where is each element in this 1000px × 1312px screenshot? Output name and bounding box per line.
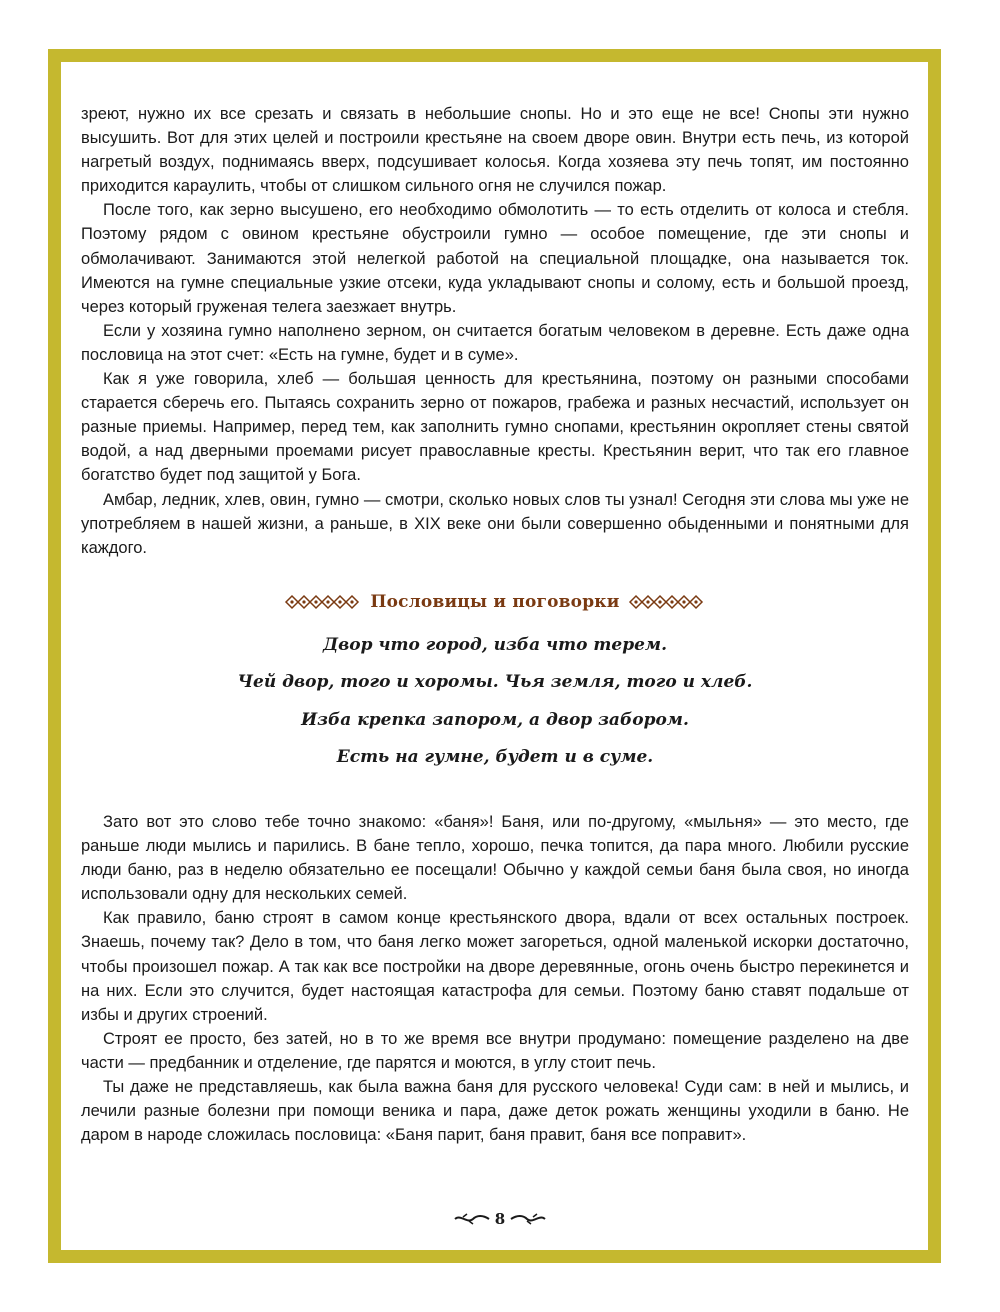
diamond-chain-ornament-icon [628, 594, 706, 610]
body-text-top [81, 102, 909, 560]
proverb: Изба крепка запором, а двор забором. [301, 709, 689, 730]
proverb: Двор что город, изба что терем. [322, 635, 667, 655]
page-number: 8 [494, 1210, 506, 1228]
paragraph: Если у хозяина гумно наполнено зерном, он считается богатым человеком в деревне. Есть даже одна пословица на этот счет: «Есть на гумне, будет и в суме». [81, 321, 909, 364]
proverb: Есть на гумне, будет и в суме. [336, 746, 654, 767]
paragraph: После того, как зерно высушено, его необходимо обмолотить — то есть отделить от колоса и стебля. Поэтому рядом с овином крестьяне обустроили гумно — особое помещение, где эти снопы и обмолачивают. Занимаются этой нелегкой работой на специальной площадке, она называется ток. Имеются на гумне специальные узкие отсеки, куда укладывают снопы и солому, есть и большой проезд, через который груженая телега заезжает внутрь. [81, 201, 909, 316]
paragraph: зреют, нужно их все срезать и связать в небольшие снопы. Но и это еще не все! Снопы эти нужно высушить. Вот для этих целей и построили крестьяне на своем дворе овин. Внутри есть печь, из которой нагретый воздух, поднимаясь вверх, подсушивает колосья. Когда хозяева эту печь топят, им постоянно приходится караулить, чтобы от слишком сильного огня не случился пожар. [81, 105, 909, 196]
diamond-chain-ornament-icon [284, 594, 362, 610]
scroll-ornament-icon [509, 1212, 547, 1226]
body-text-bottom [81, 810, 909, 1147]
paragraph: Амбар, ледник, хлев, овин, гумно — смотри, сколько новых слов ты узнал! Сегодня эти слова мы уже не употребляем в нашей жизни, а раньше, в XIX веке они были совершенно обыденными и понятными для каждого. [81, 490, 909, 557]
paragraph: Как правило, баню строят в самом конце крестьянского двора, вдали от всех остальных построек. Знаешь, почему так? Дело в том, что баня легко может загореться, одной маленькой искорки достаточно, чтобы произошел пожар. А так как все постройки на дворе деревянные, огонь очень быстро перекинется и на них. Если это случится, будет настоящая катастрофа для семьи. Поэтому баню ставят подальше от избы и других строений. [81, 909, 909, 1024]
paragraph: Строят ее просто, без затей, но в то же время все внутри продумано: помещение разделено на две части — предбанник и отделение, где парятся и моются, в углу стоит печь. [81, 1029, 909, 1072]
section-heading [81, 588, 909, 616]
paragraph: Ты даже не представляешь, как была важна баня для русского человека! Суди сам: в ней и мылись, и лечили разные болезни при помощи веника и пара, даже деток рожать женщины уходили в баню. Не даром в народе сложилась пословица: «Баня парит, баня правит, баня все поправит». [81, 1078, 909, 1145]
scroll-ornament-icon [453, 1212, 491, 1226]
section-title: Пословицы и поговорки [370, 592, 620, 612]
proverbs-list [81, 632, 909, 781]
paragraph: Как я уже говорила, хлеб — большая ценность для крестьянина, поэтому он разными способами старается сберечь его. Пытаясь сохранить зерно от пожаров, грабежа и разных несчастий, использует он разные приемы. Например, перед тем, как заполнить гумно снопами, крестьянин окропляет стены святой водой, а над дверными проемами рисует православные кресты. Крестьянин верит, что так его главное богатство будет под защитой у Бога. [81, 370, 909, 485]
page-footer [440, 1207, 560, 1231]
paragraph: Зато вот это слово тебе точно знакомо: «баня»! Баня, или по-другому, «мыльня» — это место, где раньше люди мылись и парились. В бане тепло, хорошо, печка топится, да пара много. Любили русские люди баню, раз в неделю обязательно ее посещали! Обычно у каждой семьи баня была своя, но иногда использовали одну для нескольких семей. [81, 813, 909, 904]
proverb: Чей двор, того и хоромы. Чья земля, того и хлеб. [237, 672, 753, 693]
